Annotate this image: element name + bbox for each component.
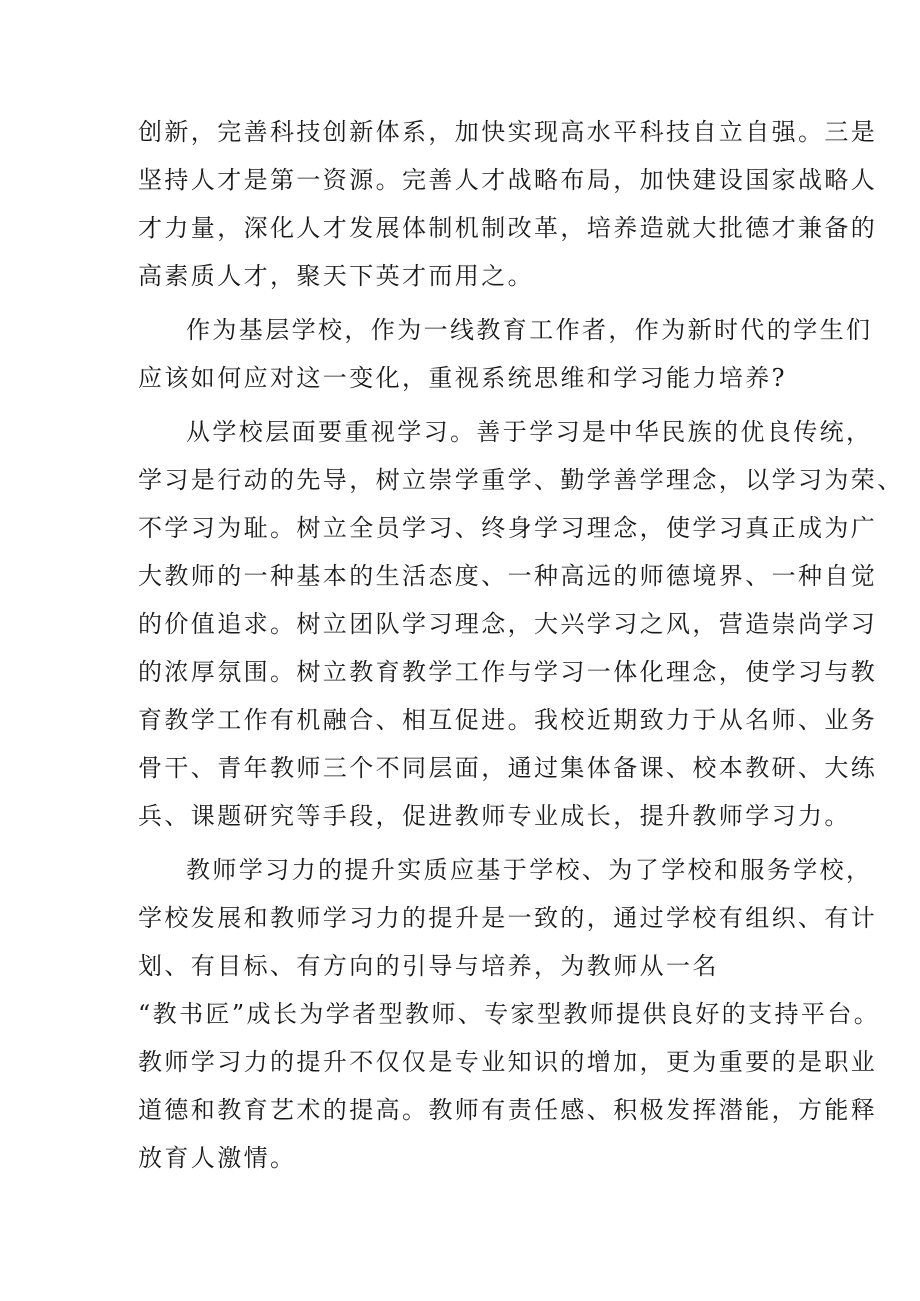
text-line: 育教学工作有机融合、相互促进。我校近期致力于从名师、业务 [138,706,878,734]
text-line: 不学习为耻。树立全员学习、终身学习理念，使学习真正成为广 [138,514,878,542]
text-line: 学校发展和教师学习力的提升是一致的，通过学校有组织、有计 [138,904,878,932]
text-line: “教书匠”成长为学者型教师、专家型教师提供良好的支持平台。 [138,1000,881,1028]
text-line: 道德和教育艺术的提高。教师有责任感、积极发挥潜能，方能释 [138,1096,878,1124]
text-line: 高素质人才，聚天下英才而用之。 [138,262,534,290]
text-line: 骨干、青年教师三个不同层面，通过集体备课、校本教研、大练 [138,754,878,782]
paragraph-first-line: 作为基层学校，作为一线教育工作者，作为新时代的学生们 [186,316,873,344]
paragraph-first-line: 从学校层面要重视学习。善于学习是中华民族的优良传统， [186,418,873,446]
text-line: 学习是行动的先导，树立崇学重学、勤学善学理念，以学习为荣、 [138,466,904,494]
text-line: 才力量，深化人才发展体制机制改革，培养造就大批德才兼备的 [138,214,878,242]
text-line: 教师学习力的提升不仅仅是专业知识的增加，更为重要的是职业 [138,1048,878,1076]
text-line: 创新，完善科技创新体系，加快实现高水平科技自立自强。三是 [138,118,878,146]
text-line: 坚持人才是第一资源。完善人才战略布局，加快建设国家战略人 [138,166,878,194]
text-line: 应该如何应对这一变化，重视系统思维和学习能力培养? [138,364,787,392]
text-line: 放育人激情。 [138,1144,297,1172]
text-line: 划、有目标、有方向的引导与培养，为教师从一名 [138,952,719,980]
text-line: 的价值追求。树立团队学习理念，大兴学习之风，营造崇尚学习 [138,610,878,638]
text-line: 大教师的一种基本的生活态度、一种高远的师德境界、一种自觉 [138,562,878,590]
paragraph-first-line: 教师学习力的提升实质应基于学校、为了学校和服务学校， [186,856,873,884]
text-line: 兵、课题研究等手段，促进教师专业成长，提升教师学习力。 [138,802,851,830]
text-line: 的浓厚氛围。树立教育教学工作与学习一体化理念，使学习与教 [138,658,878,686]
